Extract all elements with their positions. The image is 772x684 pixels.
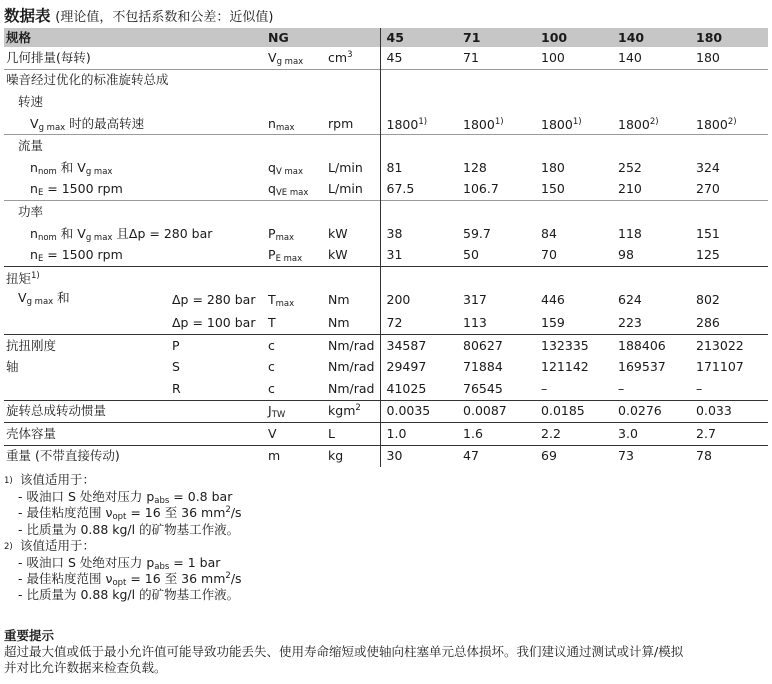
value: 802	[696, 292, 720, 308]
value: 71884	[463, 359, 503, 375]
footnotes	[4, 472, 768, 604]
sub: abs	[154, 496, 170, 507]
symbol	[268, 157, 328, 179]
footnote-number: 1)	[4, 476, 13, 486]
symbol-sub: max	[275, 232, 295, 243]
value: 171107	[696, 359, 744, 375]
symbol: c	[268, 359, 275, 375]
row-displacement	[4, 47, 768, 69]
section-label: 功率	[4, 201, 380, 223]
value: 200	[380, 289, 457, 313]
unit-text: kgm	[328, 403, 356, 419]
symbol-text: V	[268, 49, 277, 65]
value: 169537	[618, 359, 666, 375]
symbol	[268, 113, 328, 135]
header-ng: NG	[268, 28, 328, 47]
unit: Nm	[328, 292, 350, 308]
footnote-1-line-c: - 比质量为 0.88 kg/l 的矿物基工作液。	[18, 521, 240, 537]
text: = 0.8 bar	[169, 489, 233, 505]
label-sub: E	[37, 254, 44, 265]
symbol: T	[268, 314, 276, 330]
title-main: 数据表	[4, 7, 51, 25]
important-text-line-1: 超过最大值或低于最小允许值可能导致功能丢失、使用寿命缩短或使轴向柱塞单元总体损坏。我们建议通过测试或计算/模拟	[4, 644, 684, 659]
value: –	[541, 380, 548, 396]
label	[4, 157, 268, 179]
unit: kW	[328, 247, 348, 263]
value: 188406	[612, 334, 690, 356]
symbol	[268, 289, 328, 313]
empty-cell	[380, 69, 768, 91]
value: –	[618, 380, 625, 396]
value: 324	[696, 159, 720, 175]
label	[4, 113, 268, 135]
value: 98	[618, 247, 634, 263]
unit: kW	[328, 225, 348, 241]
value: 0.033	[690, 400, 768, 423]
footnote-text: 该值适用于：	[20, 537, 96, 553]
row-power-section	[4, 201, 768, 223]
value: 59.7	[463, 225, 491, 241]
row-torque-100	[4, 312, 768, 334]
condition: P	[172, 334, 268, 356]
symbol: V	[268, 423, 328, 446]
text: = 16 至 36 mm	[126, 571, 226, 587]
symbol-sub: max	[275, 122, 295, 133]
condition: Δp = 280 bar	[172, 292, 256, 308]
symbol-text: J	[268, 403, 272, 419]
value: 286	[696, 314, 720, 330]
title-subtitle: (理论值，不包括系数和公差：近似值)	[55, 10, 274, 25]
value: 270	[696, 181, 720, 197]
text: = 16 至 36 mm	[126, 505, 226, 521]
value: 78	[690, 445, 768, 467]
symbol: m	[268, 445, 328, 467]
value	[612, 113, 690, 135]
text: - 吸油口 S 处绝对压力 p	[18, 555, 155, 571]
label: 几何排量(每转)	[6, 49, 91, 65]
value: 71	[463, 49, 479, 65]
symbol: c	[268, 334, 328, 356]
value: 317	[463, 292, 487, 308]
condition: S	[172, 359, 180, 375]
value: 159	[541, 314, 565, 330]
symbol-sub: VE max	[275, 188, 309, 199]
label	[4, 244, 268, 266]
section-label: 噪音经过优化的标准旋转总成	[4, 69, 380, 91]
value: 3.0	[612, 423, 690, 446]
footnote-2-line-b	[4, 571, 768, 587]
label-text: V	[18, 289, 27, 305]
value: 180	[541, 159, 565, 175]
value: 446	[541, 292, 565, 308]
value: 223	[618, 314, 642, 330]
sub: abs	[154, 562, 170, 573]
symbol-text: P	[268, 247, 276, 263]
symbol-sub: V max	[275, 166, 303, 177]
footnote-2-head	[4, 538, 768, 555]
value: 34587	[380, 334, 457, 356]
value: 1.6	[457, 423, 535, 446]
value: 70	[541, 247, 557, 263]
value-text: 1800	[386, 117, 419, 133]
value: 73	[612, 445, 690, 467]
row-torque-section	[4, 266, 768, 288]
footnote-mark: 1)	[494, 117, 504, 128]
row-noise-section	[4, 69, 768, 91]
value: 100	[541, 49, 565, 65]
symbol	[268, 244, 328, 266]
value: 31	[380, 244, 457, 266]
label-text: 且Δp = 280 bar	[112, 225, 213, 241]
spec-table	[4, 28, 768, 467]
text: /s	[230, 505, 242, 521]
value: 72	[380, 312, 457, 334]
label-sub: E	[37, 188, 44, 199]
value: 69	[535, 445, 612, 467]
label-sub: g max	[38, 122, 66, 133]
unit: L/min	[328, 159, 363, 175]
unit: Nm/rad	[328, 334, 380, 356]
symbol	[268, 400, 328, 423]
footnote-1-line-a	[4, 489, 768, 505]
value: 47	[457, 445, 535, 467]
value: –	[696, 380, 703, 396]
value: 151	[696, 225, 720, 241]
value: 0.0035	[380, 400, 457, 423]
unit-text: cm	[328, 49, 348, 65]
symbol	[268, 179, 328, 201]
label-sub: g max	[85, 232, 113, 243]
value: 84	[541, 225, 557, 241]
value-text: 1800	[618, 117, 650, 133]
value: 132335	[535, 334, 612, 356]
label-text: 时的最高转速	[65, 115, 145, 131]
value	[535, 113, 612, 135]
value: 50	[463, 247, 479, 263]
row-stiffness-p	[4, 334, 768, 356]
empty-cell	[380, 91, 768, 113]
row-speed-max	[4, 113, 768, 135]
unit: L	[328, 423, 380, 446]
text: /s	[230, 571, 242, 587]
row-inertia	[4, 400, 768, 423]
value-text: 1800	[696, 117, 728, 133]
value: 30	[380, 445, 457, 467]
label	[4, 289, 172, 313]
label-text: n	[30, 225, 38, 241]
value: 125	[696, 247, 720, 263]
value: 45	[380, 47, 457, 69]
unit: Nm	[328, 314, 350, 330]
label	[4, 223, 268, 245]
footnote-mark: 2)	[649, 117, 659, 128]
footnote-mark: 1)	[31, 271, 40, 282]
header-140: 140	[612, 28, 690, 47]
value	[690, 113, 768, 135]
value: 150	[541, 181, 565, 197]
text: - 吸油口 S 处绝对压力 p	[18, 489, 155, 505]
sub: opt	[112, 512, 127, 523]
label: 旋转总成转动惯量	[4, 400, 268, 423]
value: 624	[618, 292, 642, 308]
value: 121142	[541, 359, 589, 375]
value: 106.7	[463, 181, 499, 197]
sup: 2	[225, 571, 231, 582]
value: 210	[618, 181, 642, 197]
value: 128	[463, 159, 487, 175]
value	[457, 113, 535, 135]
header-unit	[328, 28, 380, 47]
footnote-number: 2)	[4, 541, 13, 552]
unit: L/min	[328, 181, 363, 197]
label: 轴	[6, 359, 19, 375]
label-text: n	[30, 247, 38, 263]
symbol-text: T	[268, 292, 276, 308]
row-stiffness-r	[4, 378, 768, 400]
section-label	[4, 266, 380, 288]
value: 29497	[380, 356, 457, 378]
value: 252	[618, 159, 642, 175]
symbol-sub: g max	[276, 56, 304, 67]
footnote-mark: 2)	[727, 117, 737, 128]
value-text: 1800	[541, 117, 573, 133]
row-flow-e	[4, 179, 768, 201]
important-note	[4, 628, 768, 676]
label-text: n	[30, 159, 38, 175]
value: 0.0276	[612, 400, 690, 423]
symbol-text: q	[268, 159, 276, 175]
empty-cell	[380, 135, 768, 157]
value: 76545	[463, 380, 503, 396]
condition: Δp = 100 bar	[172, 314, 256, 330]
value: 113	[463, 314, 487, 330]
unit: Nm/rad	[328, 359, 375, 375]
label-text: 和 V	[56, 159, 86, 175]
empty-cell	[380, 266, 768, 288]
label-text: V	[30, 115, 39, 131]
unit	[328, 47, 380, 69]
condition: R	[172, 380, 181, 396]
unit-sup: 3	[347, 49, 353, 60]
symbol	[268, 47, 328, 69]
label-sub: g max	[85, 166, 113, 177]
header-100: 100	[535, 28, 612, 47]
value: 81	[380, 157, 457, 179]
value: 0.0087	[457, 400, 535, 423]
symbol-text: q	[268, 181, 276, 197]
label-text: = 1500 rpm	[43, 181, 123, 197]
text: = 1 bar	[169, 555, 221, 571]
label-text: = 1500 rpm	[43, 247, 123, 263]
sup: 2	[225, 505, 231, 516]
label-sub: nom	[37, 232, 57, 243]
footnote-mark: 1)	[572, 117, 582, 128]
row-power-nom	[4, 223, 768, 245]
row-flow-nom	[4, 157, 768, 179]
label-text: 和	[53, 289, 70, 305]
row-torque-280	[4, 289, 768, 313]
symbol-sub: E max	[275, 254, 303, 265]
empty-cell	[380, 201, 768, 223]
value: 67.5	[380, 179, 457, 201]
row-case-volume	[4, 423, 768, 446]
page-title	[4, 4, 273, 26]
label-sub: nom	[37, 166, 57, 177]
symbol	[268, 223, 328, 245]
header-size: 规格	[4, 28, 268, 47]
value: 2.7	[690, 423, 768, 446]
value: 180	[696, 49, 720, 65]
value: 118	[618, 225, 642, 241]
label: 重量 (不带直接传动)	[4, 445, 268, 467]
label-sub: g max	[26, 296, 54, 307]
header-45: 45	[380, 28, 457, 47]
value: 140	[618, 49, 642, 65]
footnote-2-line-c: - 比质量为 0.88 kg/l 的矿物基工作液。	[18, 587, 240, 603]
value: 41025	[380, 378, 457, 400]
value	[380, 113, 457, 135]
symbol: c	[268, 380, 275, 396]
unit: kg	[328, 445, 380, 467]
empty-cell	[4, 312, 172, 334]
row-weight	[4, 445, 768, 467]
row-stiffness-s	[4, 356, 768, 378]
label: 壳体容量	[4, 423, 268, 446]
unit	[328, 400, 380, 423]
empty-cell	[4, 378, 172, 400]
unit-sup: 2	[355, 403, 361, 414]
footnote-text: 该值适用于：	[20, 472, 96, 487]
section-label: 转速	[18, 93, 44, 109]
row-flow-section	[4, 135, 768, 157]
section-label: 流量	[4, 135, 380, 157]
unit: Nm/rad	[328, 380, 375, 396]
value: 80627	[457, 334, 535, 356]
footnote-mark: 1)	[418, 117, 428, 128]
label-text: 和 V	[56, 225, 86, 241]
important-text-line-2: 并对比允许数据来检查负载。	[4, 660, 167, 675]
row-speed-section	[4, 91, 768, 113]
value: 38	[380, 223, 457, 245]
text: - 最佳粘度范围 ν	[18, 571, 113, 587]
value: 2.2	[535, 423, 612, 446]
symbol-text: n	[268, 115, 276, 131]
footnote-1-head	[4, 472, 768, 489]
value: 213022	[690, 334, 768, 356]
label	[4, 179, 268, 201]
label-text: 扭矩	[6, 271, 32, 287]
label: 抗扭刚度	[4, 334, 172, 356]
symbol-sub: max	[275, 299, 295, 310]
table-header-row	[4, 28, 768, 47]
header-71: 71	[457, 28, 535, 47]
footnote-1-line-b	[4, 505, 768, 521]
text: - 最佳粘度范围 ν	[18, 505, 113, 521]
symbol-text: P	[268, 225, 276, 241]
label-text: n	[30, 181, 38, 197]
value: 1.0	[380, 423, 457, 446]
row-power-e	[4, 244, 768, 266]
value: 0.0185	[535, 400, 612, 423]
value-text: 1800	[463, 117, 495, 133]
footnote-2-line-a	[4, 555, 768, 571]
header-180: 180	[690, 28, 768, 47]
sub: opt	[112, 578, 127, 589]
unit: rpm	[328, 115, 354, 131]
symbol-sub: TW	[271, 410, 286, 421]
important-heading: 重要提示	[4, 628, 55, 643]
